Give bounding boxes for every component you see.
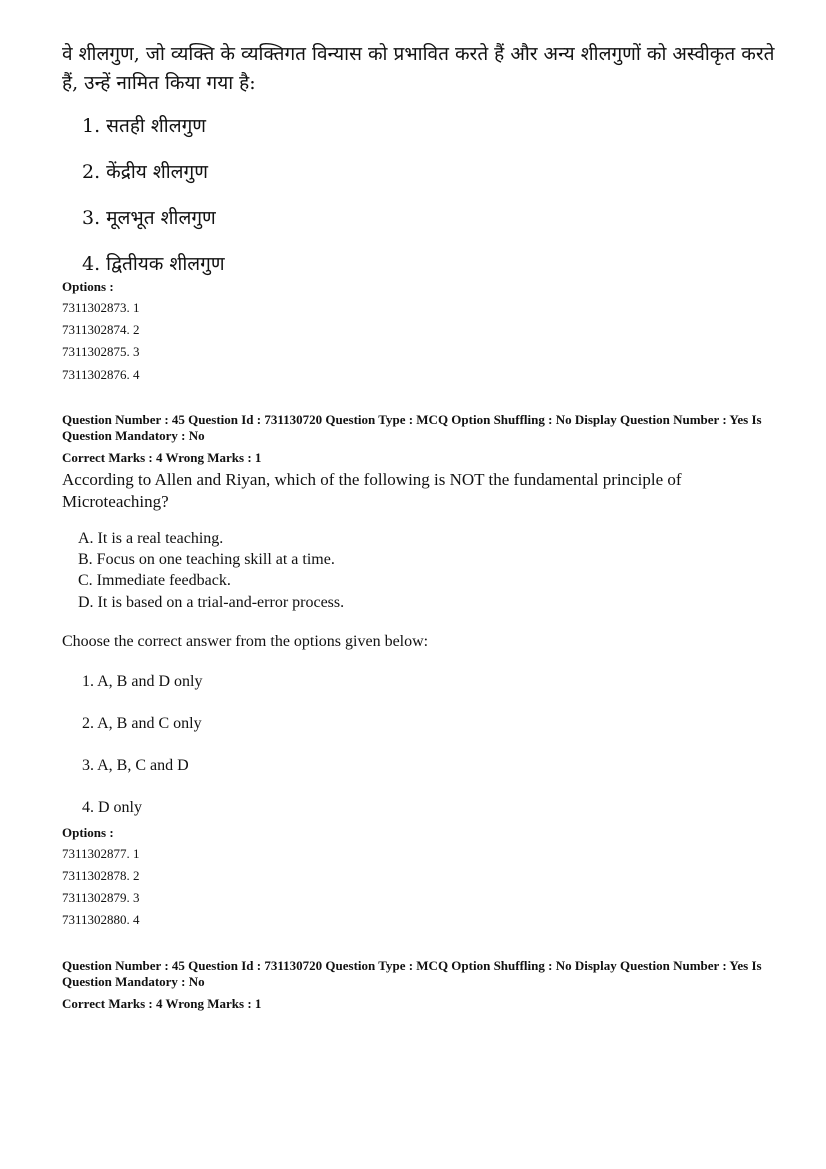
answer-choice-2: 2. A, B and C only [82, 715, 202, 732]
option-id-3: 7311302879. 3 [62, 890, 140, 905]
options-label: Options : [62, 825, 114, 840]
next-question-meta: Question Number : 45 Question Id : 731130720 Question Type : MCQ Option Shuffling : No Display Question Number : Yes Is Question Mandatory : No [62, 958, 762, 989]
question-stem: According to Allen and Riyan, which of the following is NOT the fundamental principle of Microteaching? [62, 470, 682, 511]
option-id-2: 7311302878. 2 [62, 868, 140, 883]
choose-instruction: Choose the correct answer from the options given below: [62, 633, 429, 650]
statement-d: D. It is based on a trial-and-error process. [78, 594, 345, 611]
option-id-4: 7311302876. 4 [62, 367, 140, 382]
hindi-choice-3: 3. मूलभूत शीलगुण [82, 207, 216, 229]
statement-a: A. It is a real teaching. [78, 530, 224, 547]
question-meta: Question Number : 45 Question Id : 731130720 Question Type : MCQ Option Shuffling : No Display Question Number : Yes Is Question Mandatory : No [62, 412, 762, 443]
hindi-choice-2: 2. केंद्रीय शीलगुण [82, 161, 208, 183]
options-label: Options : [62, 279, 114, 294]
statement-b: B. Focus on one teaching skill at a time. [78, 551, 335, 568]
hindi-question-stem: वे शीलगुण, जो व्यक्ति के व्यक्तिगत विन्यास को प्रभावित करते हैं और अन्य शीलगुणों को अस्वीकृत करते हैं, उन्हें नामित किया गया है: [62, 43, 775, 94]
answer-choice-1: 1. A, B and D only [82, 673, 203, 690]
option-id-3: 7311302875. 3 [62, 344, 140, 359]
statement-c: C. Immediate feedback. [78, 572, 231, 589]
answer-choice-4: 4. D only [82, 799, 142, 816]
option-id-1: 7311302877. 1 [62, 846, 140, 861]
option-id-2: 7311302874. 2 [62, 322, 140, 337]
next-question-marks: Correct Marks : 4 Wrong Marks : 1 [62, 996, 262, 1011]
hindi-choice-1: 1. सतही शीलगुण [82, 115, 207, 137]
answer-choice-3: 3. A, B, C and D [82, 757, 189, 774]
option-id-4: 7311302880. 4 [62, 912, 140, 927]
hindi-choice-4: 4. द्वितीयक शीलगुण [82, 253, 225, 275]
option-id-1: 7311302873. 1 [62, 300, 140, 315]
question-marks: Correct Marks : 4 Wrong Marks : 1 [62, 450, 262, 465]
